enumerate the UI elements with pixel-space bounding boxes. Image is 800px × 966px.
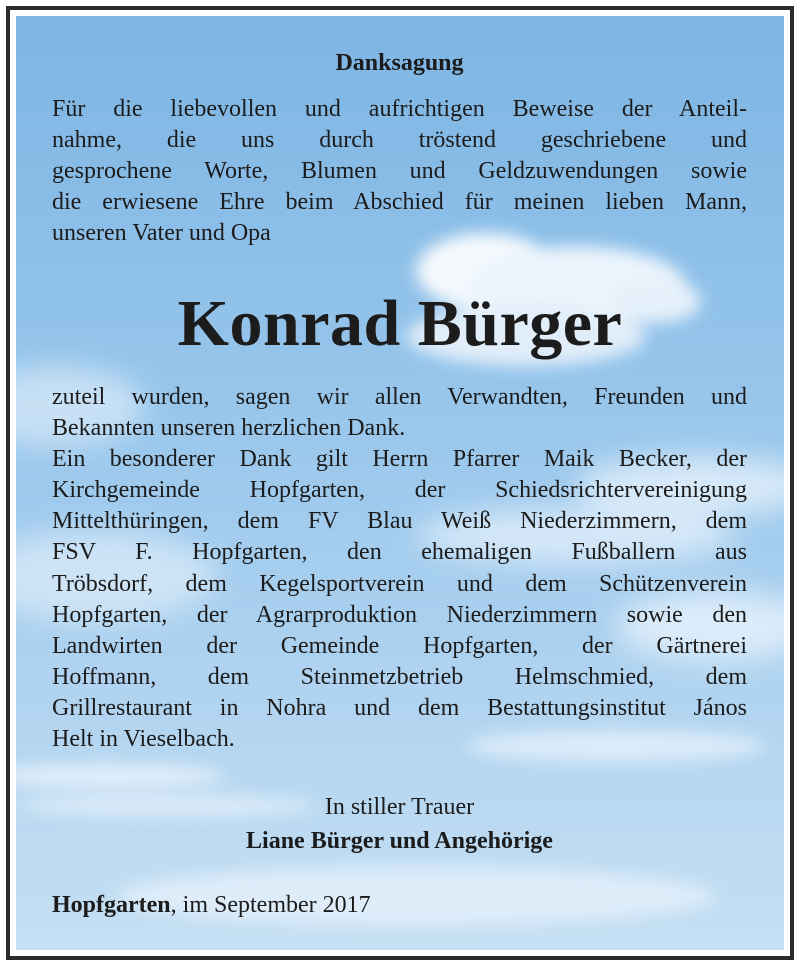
notice-title: Danksagung [335, 50, 464, 76]
intro-line: nahme, die uns durch tröstend geschriebene und [52, 127, 747, 154]
body-line: Grillrestaurant in Nohra und dem Bestattungsinstitut János [52, 694, 747, 721]
intro-paragraph [52, 94, 747, 249]
intro-line: die erwiesene Ehre beim Abschied für meinen lieben Mann, [52, 189, 747, 216]
body-line: Mittelthüringen, dem FV Blau Weiß Niederzimmern, dem [52, 508, 747, 535]
place-date [52, 890, 747, 921]
closing-phrase: In stiller Trauer [324, 794, 475, 820]
body-line: Hopfgarten, der Agrarproduktion Niederzimmern sowie den [52, 601, 747, 628]
body-line: Landwirten der Gemeinde Hopfgarten, der Gärtnerei [52, 632, 747, 659]
intro-line: unseren Vater und Opa [52, 220, 271, 247]
deceased-name: Konrad Bürger [177, 287, 623, 360]
place: Hopfgarten [52, 892, 171, 918]
body-line: zuteil wurden, sagen wir allen Verwandten, Freunden und [52, 384, 747, 410]
body-line: Ein besonderer Dank gilt Herrn Pfarrer Maik Becker, der [52, 446, 747, 473]
body-line: Hoffmann, dem Steinmetzbetrieb Helmschmied, dem [52, 663, 747, 690]
intro-line: Für die liebevollen und aufrichtigen Beweise der Anteil- [52, 96, 747, 122]
body-line: Helt in Vieselbach. [52, 726, 235, 753]
intro-line: gesprochene Worte, Blumen und Geldzuwendungen sowie [52, 158, 747, 185]
signature: Liane Bürger und Angehörige [246, 828, 553, 854]
body-paragraph [52, 382, 747, 755]
body-line: Tröbsdorf, dem Kegelsportverein und dem Schützenverein [52, 570, 747, 597]
body-line: Bekannten unseren herzlichen Dank. [52, 415, 406, 442]
body-line: Kirchgemeinde Hopfgarten, der Schiedsrichtervereinigung [52, 477, 747, 504]
body-line: FSV F. Hopfgarten, den ehemaligen Fußballern aus [52, 539, 747, 566]
date: , im September 2017 [170, 892, 371, 918]
